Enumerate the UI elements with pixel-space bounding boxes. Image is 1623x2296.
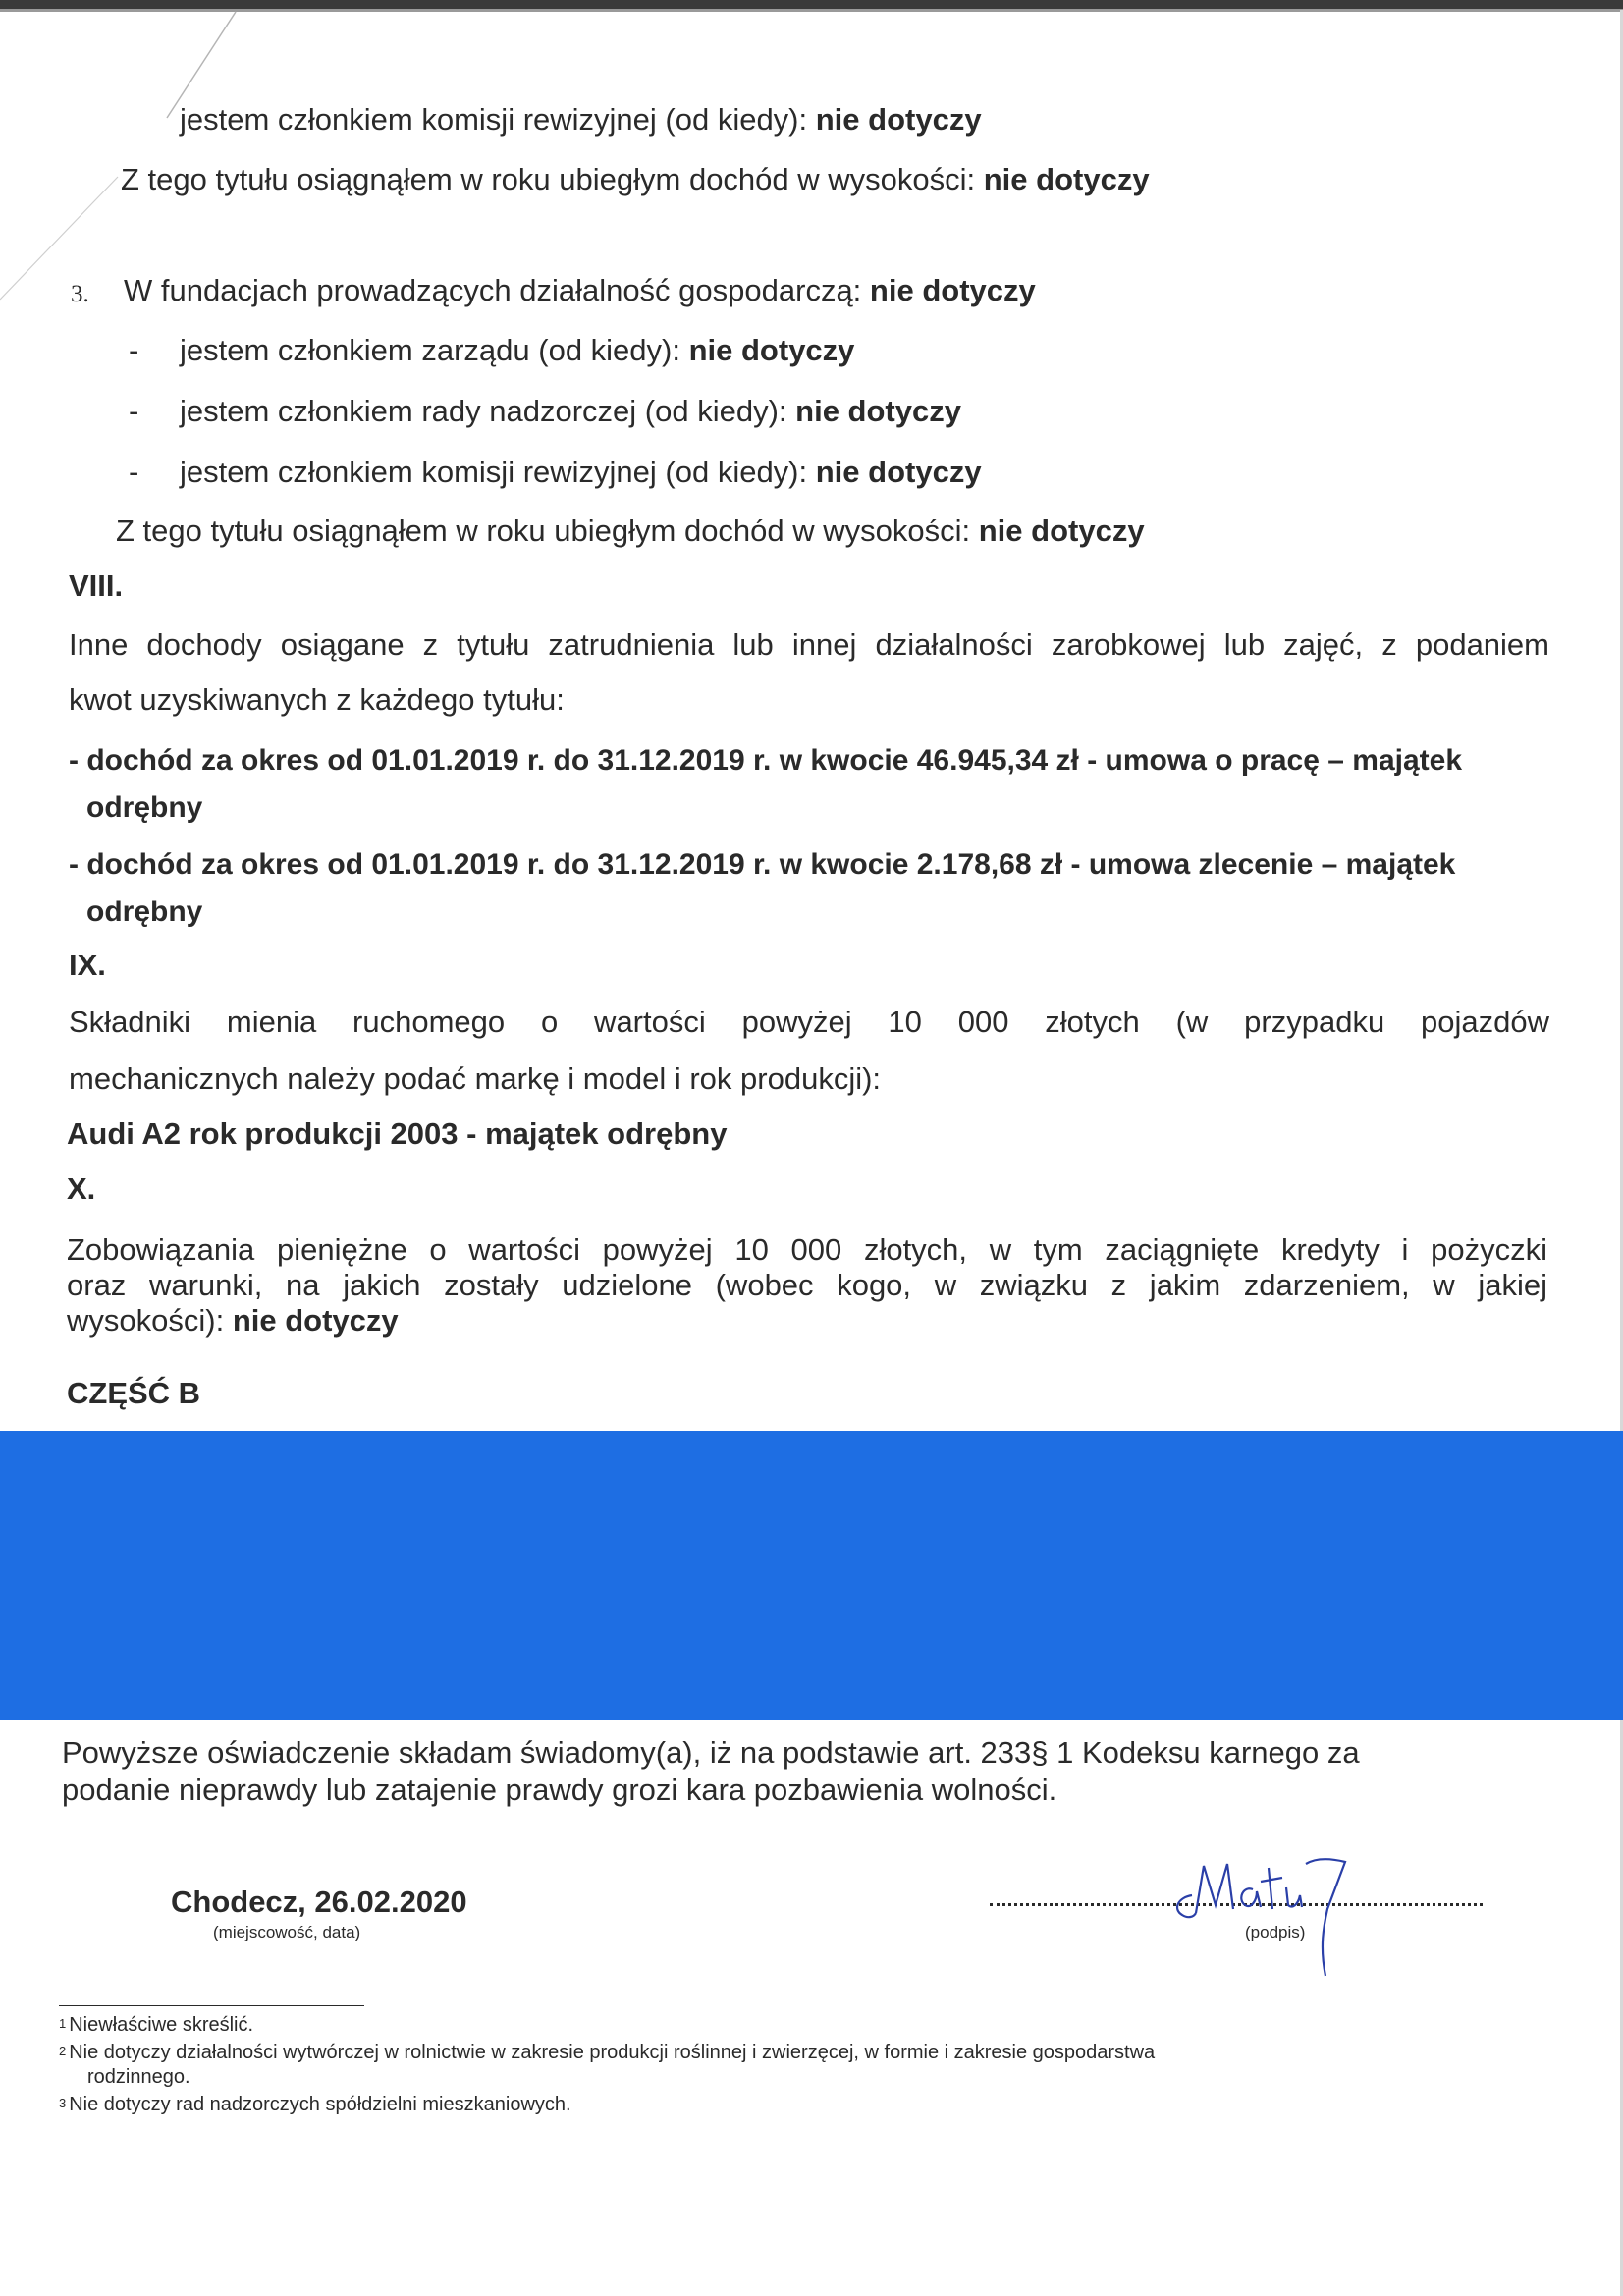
income-entry-employment: - dochód za okres od 01.01.2019 r. do 31.12.2019 r. w kwocie 46.945,34 zł - umowa o pracę – majątek	[69, 744, 1463, 777]
footnote-separator	[59, 2005, 364, 2006]
income-line: Z tego tytułu osiągnąłem w roku ubiegłym dochód w wysokości: nie dotyczy	[121, 162, 1150, 196]
bullet-dash: -	[129, 333, 139, 367]
section-ix-text-line2: mechanicznych należy podać markę i model i rok produkcji):	[69, 1062, 882, 1096]
section-x-heading: X.	[67, 1172, 96, 1206]
foundations-income-line: Z tego tytułu osiągnąłem w roku ubiegłym dochód w wysokości: nie dotyczy	[116, 514, 1145, 548]
section-ix-text-line1: Składniki mienia ruchomego o wartości powyżej 10 000 złotych (w przypadku pojazdów	[69, 1005, 1549, 1039]
audit-committee-line-2: jestem członkiem komisji rewizyjnej (od kiedy): nie dotyczy	[180, 455, 982, 489]
board-member-line: jestem członkiem zarządu (od kiedy): nie dotyczy	[180, 333, 855, 367]
section-x-text-line2: oraz warunki, na jakich zostały udzielone (wobec kogo, w związku z jakim zdarzeniem, w jakiej	[67, 1268, 1547, 1302]
scan-top-edge	[0, 0, 1623, 9]
section-x-text-line3: wysokości): nie dotyczy	[67, 1303, 399, 1338]
declaration-line1: Powyższe oświadczenie składam świadomy(a), iż na podstawie art. 233§ 1 Kodeksu karnego za	[62, 1735, 1360, 1770]
item-3-number: 3.	[71, 281, 89, 307]
redaction-block	[0, 1431, 1623, 1720]
section-viii-intro-line2: kwot uzyskiwanych z każdego tytułu:	[69, 683, 565, 717]
folded-corner-mark	[0, 10, 255, 304]
part-b-heading: CZĘŚĆ B	[67, 1376, 201, 1410]
footnote-2-cont: rodzinnego.	[87, 2066, 190, 2088]
bullet-dash: -	[129, 394, 139, 428]
footnote-3: $^3$ Nie dotyczy rad nadzorczych spółdzielni mieszkaniowych.	[59, 2094, 571, 2115]
handwritten-signature	[1159, 1848, 1365, 1986]
section-x-text-line1: Zobowiązania pieniężne o wartości powyżej 10 000 złotych, w tym zaciągnięte kredyty i pożyczki	[67, 1232, 1547, 1267]
audit-committee-line: jestem członkiem komisji rewizyjnej (od kiedy): nie dotyczy	[180, 102, 982, 137]
section-ix-heading: IX.	[69, 948, 106, 982]
income-entry-contract-cont: odrębny	[86, 896, 203, 928]
footnote-2: $^2$ Nie dotyczy działalności wytwórczej w rolnictwie w zakresie produkcji roślinnej i zwierzęcej, w formie i zakresie gospodarstwa	[59, 2042, 1156, 2063]
foundations-line: W fundacjach prowadzących działalność gospodarczą: nie dotyczy	[124, 273, 1036, 307]
income-entry-employment-cont: odrębny	[86, 792, 203, 824]
supervisory-board-line: jestem członkiem rady nadzorczej (od kiedy): nie dotyczy	[180, 394, 961, 428]
section-viii-intro-line1: Inne dochody osiągane z tytułu zatrudnienia lub innej działalności zarobkowej lub zajęć, z podaniem	[69, 628, 1549, 662]
section-viii-heading: VIII.	[69, 569, 124, 603]
vehicle-entry: Audi A2 rok produkcji 2003 - majątek odrębny	[67, 1117, 728, 1151]
footnote-1: $^1$ Niewłaściwe skreślić.	[59, 2014, 254, 2036]
bullet-dash: -	[129, 455, 139, 489]
place-date: Chodecz, 26.02.2020	[171, 1885, 467, 1919]
income-entry-contract: - dochód za okres od 01.01.2019 r. do 31.12.2019 r. w kwocie 2.178,68 zł - umowa zlecenie – majątek	[69, 848, 1456, 881]
place-date-caption: (miejscowość, data)	[213, 1923, 361, 1941]
signature-caption: (podpis)	[1245, 1923, 1306, 1941]
declaration-line2: podanie nieprawdy lub zatajenie prawdy grozi kara pozbawienia wolności.	[62, 1773, 1057, 1807]
